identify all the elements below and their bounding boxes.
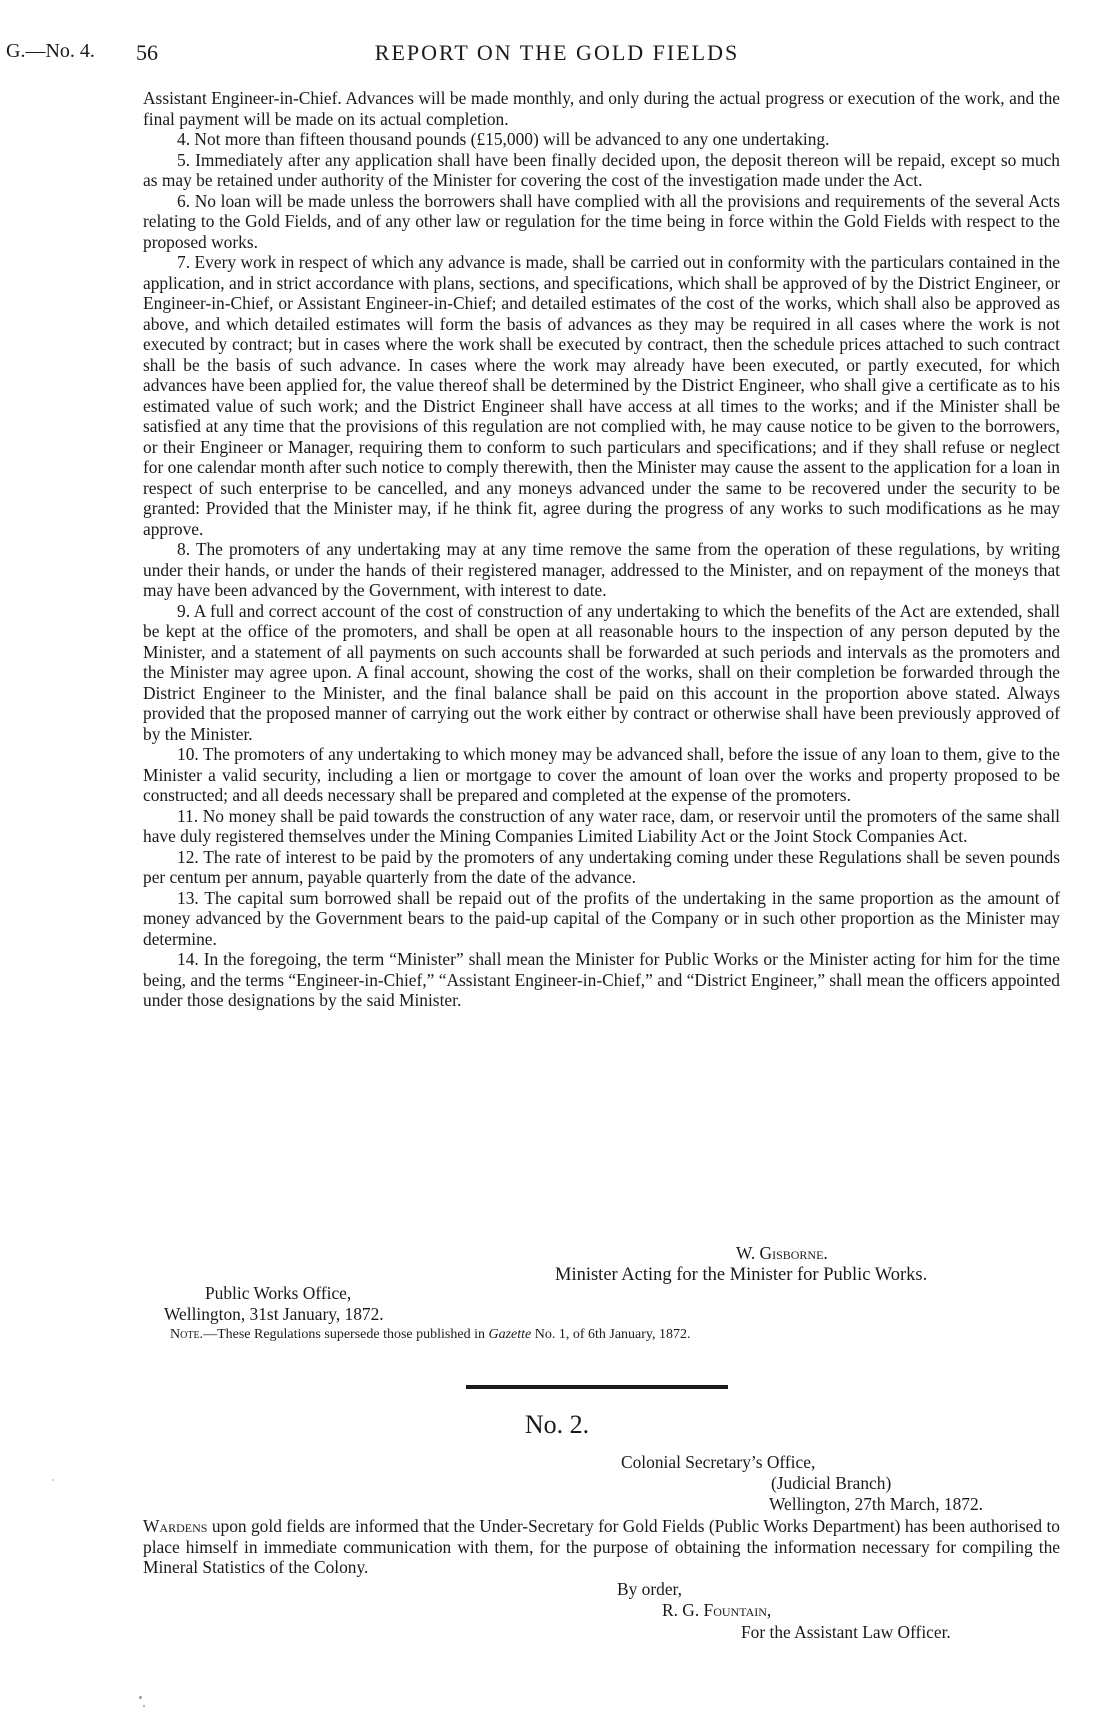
notice-office-line2: (Judicial Branch): [771, 1473, 892, 1493]
running-header: [0, 40, 1114, 70]
regulation-paragraph: 10. The promoters of any undertaking to which money may be advanced shall, before the issue of any loan to them, give to the Minister a valid security, including a lien or mortgage to cover the amount of loan over the works and property proposed to be constructed; and all deeds necessary shall be prepared and completed at the expense of the promoters.: [143, 744, 1060, 805]
print-speck: [139, 1696, 142, 1699]
regulation-paragraph: 5. Immediately after any application shall have been finally decided upon, the deposit thereon will be repaid, except so much as may be retained under authority of the Minister for covering the cost of the investigation made under the Act.: [143, 149, 1060, 190]
regulation-paragraph: 12. The rate of interest to be paid by the promoters of any undertaking coming under these Regulations shall be seven pounds per centum per annum, payable quarterly from the date of the advance.: [143, 846, 1060, 887]
regulation-paragraph: 8. The promoters of any undertaking may at any time remove the same from the operation of these regulations, by writing under their hands, or under the hands of their registered manager, addressed to the Minister, and on repayment of the moneys that may have been advanced by the Government, with interest to date.: [143, 539, 1060, 600]
signatory-name: W. Gisborne.: [736, 1243, 828, 1263]
regulation-paragraph: 6. No loan will be made unless the borrowers shall have complied with all the provisions and requirements of the several Acts relating to the Gold Fields, and of any other law or regulation for the time being in force within the Gold Fields with respect to the proposed works.: [143, 190, 1060, 252]
note-tail: No. 1, of 6th January, 1872.: [531, 1327, 691, 1342]
notice-lead-word: Wardens: [143, 1516, 208, 1536]
print-speck: [143, 1705, 145, 1707]
regulation-paragraph: 14. In the foregoing, the term “Minister” shall mean the Minister for Public Works or the Minister acting for him for the time being, and the terms “Engineer-in-Chief,” “Assistant Engineer-in-Chief,” and “District Engineer,” shall mean the officers appointed under those designations by the said Minister.: [143, 949, 1060, 1010]
section-divider: [466, 1385, 728, 1389]
notice-body: [143, 1516, 1060, 1578]
regulation-paragraph: 4. Not more than fifteen thousand pounds (£15,000) will be advanced to any one undertaking.: [177, 129, 830, 149]
continued-paragraph: Assistant Engineer-in-Chief. Advances will be made monthly, and only during the actual progress or execution of the work, and the final payment will be made on its actual completion.: [143, 88, 1060, 129]
regulation-paragraph: 9. A full and correct account of the cost of construction of any undertaking to which the benefits of the Act are extended, shall be kept at the office of the promoters, and shall be open at all reasonable hours to the inspection of any person deputed by the Minister, and a statement of all payments on such accounts shall be forwarded at such periods and intervals as the promoters and the Minister may agree upon. A final account, showing the cost of the works, shall on their completion be forwarded through the District Engineer to the Minister, and the final balance shall be paid on this account in the proportion above stated. Always provided that the proposed manner of carrying out the work either by contract or otherwise shall have been previously approved of by the Minister.: [143, 600, 1060, 744]
gazette-reference: G.—No. 4.: [6, 40, 95, 62]
regulation-paragraph: 13. The capital sum borrowed shall be repaid out of the profits of the undertaking in the same proportion as the amount of money advanced by the Government bears to the paid-up capital of the Company or in such other proportion as the Minister may determine.: [143, 887, 1060, 949]
notice-signatory-name: R. G. Fountain,: [662, 1600, 772, 1620]
signatory-title: Minister Acting for the Minister for Public Works.: [555, 1265, 928, 1285]
regulation-paragraph: 11. No money shall be paid towards the construction of any water race, dam, or reservoir until the promoters of the same shall have duly registered themselves under the Mining Companies Limited Liability Act or the Joint Stock Companies Act.: [143, 805, 1060, 846]
note-text: —These Regulations supersede those published in: [203, 1327, 489, 1342]
notice-office-line1: Colonial Secretary’s Office,: [621, 1452, 816, 1472]
supersession-note: [170, 1327, 691, 1343]
regulation-paragraph: 7. Every work in respect of which any advance is made, shall be carried out in conformity with the particulars contained in the application, and in strict accordance with plans, sections, and specifications, which shall be approved of by the District Engineer, or Engineer-in-Chief, or Assistant Engineer-in-Chief; and detailed estimates of the cost of the works, which shall also be approved as above, and which detailed estimates will form the basis of advances as they may be required in all cases where the work is not executed by contract; but in cases where the work shall be executed by contract, then the schedule prices attached to such contract shall be the basis of such advance. In cases where the work may already have been executed, or partly executed, for which advances have been applied for, the value thereof shall be determined by the District Engineer, who shall give a certificate as to his estimated value of such work; and the District Engineer shall have access at all times to the works; and if the Minister shall be satisfied at any time that the provisions of this regulation are not complied with, he may cause notice to be given to the borrowers, or their Engineer or Manager, requiring them to conform to such particulars and specifications; and if they shall refuse or neglect for one calendar month after such notice to comply therewith, then the Minister may cause the assent to the application for a loan in respect of such enterprise to be cancelled, and any moneys advanced under the same to be recovered under the security to be granted: Provided that the Minister may, if he think fit, agree during the progress of any works to such modifications as he may approve.: [143, 252, 1060, 539]
print-speck: [52, 1479, 54, 1481]
regulations-body: [143, 88, 1060, 1011]
note-label: Note.: [170, 1327, 204, 1342]
notice-heading: No. 2.: [524, 1410, 590, 1439]
notice-body-text: upon gold fields are informed that the Under-Secretary for Gold Fields (Public Works Department) has been authorised to place himself in immediate communication with them, for the purpose of obtaining the information necessary for compiling the Mineral Statistics of the Colony.: [143, 1516, 1060, 1577]
page-number: 56: [136, 40, 158, 65]
note-gazette: Gazette: [488, 1327, 532, 1342]
issuing-office: Public Works Office,: [205, 1283, 352, 1303]
report-title: REPORT ON THE GOLD FIELDS: [374, 40, 740, 65]
place-and-date: Wellington, 31st January, 1872.: [164, 1304, 384, 1324]
notice-signatory-title: For the Assistant Law Officer.: [741, 1622, 951, 1642]
notice-office-line3: Wellington, 27th March, 1872.: [769, 1494, 984, 1514]
by-order: By order,: [617, 1579, 682, 1599]
